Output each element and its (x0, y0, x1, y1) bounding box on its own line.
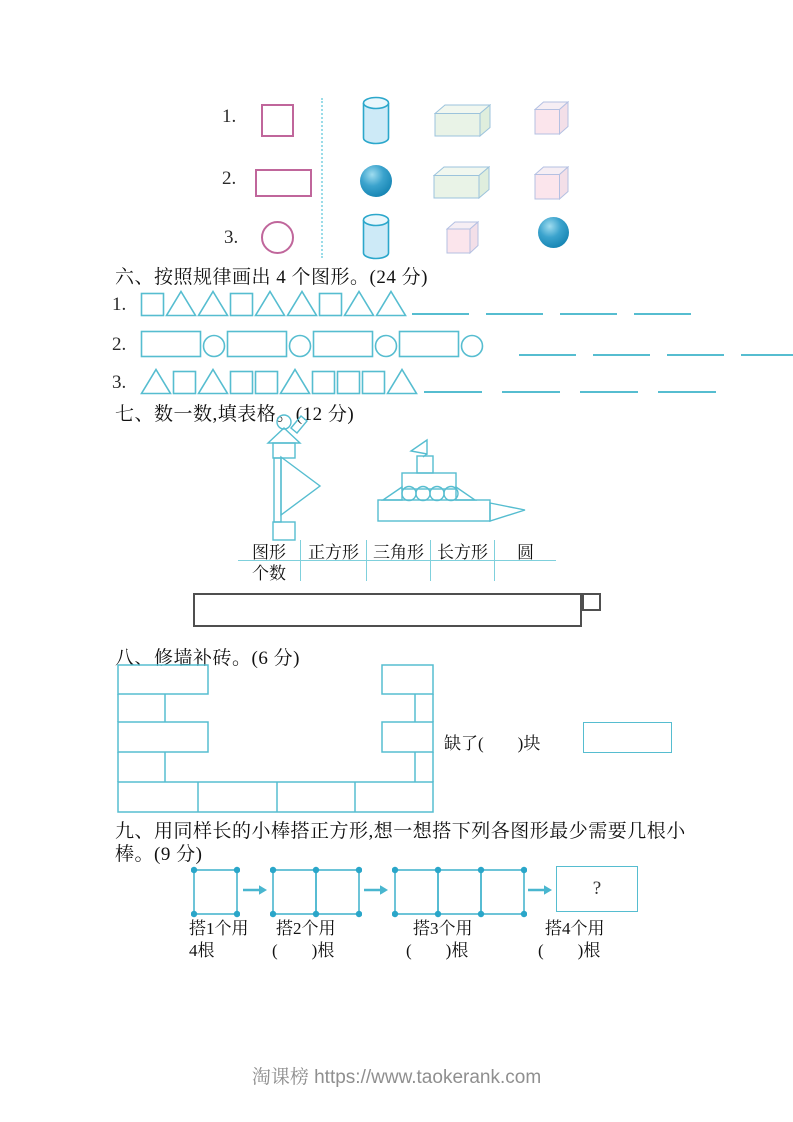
brick-wall-figure (110, 663, 440, 815)
answer-blank-line (658, 391, 716, 393)
section6-title: 六、按照规律画出 4 个图形。(24 分) (115, 267, 428, 288)
cylinder-shape (362, 213, 390, 260)
table-header-square: 正方形 (300, 540, 366, 560)
pattern-rect-shape (226, 330, 288, 358)
stick-label-1-line1: 搭1个用 (189, 919, 249, 938)
answer-blank-line (486, 313, 543, 315)
match-row-1-number: 1. (222, 106, 237, 127)
pattern-rect-shape (398, 330, 460, 358)
pattern-square-shape (172, 370, 197, 395)
pattern-triangle-shape (386, 368, 418, 395)
answer-blank-line (424, 391, 482, 393)
stick-square-drawing (191, 866, 240, 918)
answer-blank-line (560, 313, 617, 315)
pattern-row-1-blanks (412, 290, 691, 315)
answer-strip-box (193, 593, 582, 627)
answer-blank-line (667, 354, 724, 356)
match-row-3-number: 3. (224, 227, 239, 248)
missing-bricks-label: 缺了( )块 (444, 734, 541, 753)
answer-blank-line (593, 354, 650, 356)
stick-label-4-line1: 搭4个用 (545, 919, 605, 938)
pattern-circle-shape (288, 334, 312, 358)
arrow-icon (243, 884, 267, 896)
pattern-row-3-number: 3. (112, 372, 127, 393)
cube-shape (446, 221, 479, 254)
answer-blank-line (519, 354, 576, 356)
pattern-triangle-shape (343, 290, 375, 317)
pattern-square-shape (311, 370, 336, 395)
boat-figure (375, 438, 530, 523)
stick-label-3-line1: 搭3个用 (413, 919, 473, 938)
match-row-2-number: 2. (222, 168, 237, 189)
square-shape (261, 104, 294, 137)
table-answer-cell (366, 560, 430, 581)
answer-blank-line (580, 391, 638, 393)
pattern-rect-shape (312, 330, 374, 358)
pattern-circle-shape (374, 334, 398, 358)
answer-blank-line (634, 313, 691, 315)
section9-title-line1: 九、用同样长的小棒搭正方形,想一想搭下列各图形最少需要几根小 (115, 821, 686, 842)
table-answer-cell (430, 560, 494, 581)
circle-shape (261, 221, 294, 254)
stick-label-2-line1: 搭2个用 (276, 919, 336, 938)
answer-blank-line (502, 391, 560, 393)
section9-title-line2: 棒。(9 分) (115, 844, 203, 865)
stick-label-3-line2: ( )根 (406, 941, 469, 960)
missing-bricks-answer-box (583, 722, 672, 753)
cylinder-shape (362, 96, 390, 145)
pattern-triangle-shape (375, 290, 407, 317)
pattern-square-shape (229, 292, 254, 317)
pattern-square-shape (140, 292, 165, 317)
pattern-triangle-shape (254, 290, 286, 317)
cuboid-shape (434, 104, 491, 137)
pattern-circle-shape (202, 334, 226, 358)
stick-label-1-line2: 4根 (189, 941, 215, 960)
stick-label-4-line2: ( )根 (538, 941, 601, 960)
pattern-circle-shape (460, 334, 484, 358)
pattern-square-shape (336, 370, 361, 395)
cuboid-shape (433, 166, 490, 199)
table-answer-cell (494, 560, 556, 581)
table-answer-cell (300, 560, 366, 581)
tower-figure (262, 412, 340, 542)
stick-square-drawing (392, 866, 527, 918)
pattern-triangle-shape (197, 290, 229, 317)
pattern-rect-shape (140, 330, 202, 358)
pattern-triangle-shape (197, 368, 229, 395)
pattern-square-shape (229, 370, 254, 395)
shape-count-table (238, 540, 556, 581)
pattern-square-shape (254, 370, 279, 395)
pattern-square-shape (361, 370, 386, 395)
cube-shape (534, 101, 569, 135)
table-header-rectangle: 长方形 (430, 540, 494, 560)
pattern-row-3-blanks (424, 368, 716, 393)
pattern-triangle-shape (140, 368, 172, 395)
stick-label-2-line2: ( )根 (272, 941, 335, 960)
pattern-row-1 (140, 290, 407, 317)
answer-blank-line (412, 313, 469, 315)
pattern-square-shape (318, 292, 343, 317)
pattern-row-2-blanks (519, 330, 793, 356)
answer-strip-handle (582, 593, 601, 611)
sphere-shape (359, 164, 393, 198)
site-footer: 淘课榜 https://www.taokerank.com (251, 1067, 542, 1088)
table-header-triangle: 三角形 (366, 540, 430, 560)
section7-title: 七、数一数,填表格。(12 分) (115, 404, 355, 425)
pattern-triangle-shape (286, 290, 318, 317)
section8-title: 八、修墙补砖。(6 分) (115, 648, 300, 669)
pattern-row-1-number: 1. (112, 294, 127, 315)
sphere-shape (537, 216, 570, 249)
pattern-row-3 (140, 368, 418, 395)
pattern-row-2-number: 2. (112, 334, 127, 355)
table-header-circle: 圆 (494, 540, 556, 560)
pattern-triangle-shape (165, 290, 197, 317)
arrow-icon (528, 884, 552, 896)
rectangle-shape (255, 169, 312, 197)
pattern-row-2 (140, 330, 484, 358)
table-label-shape: 图形 (252, 542, 286, 562)
stick-squares-4-box: ? (556, 866, 638, 912)
matching-divider-line (321, 98, 323, 258)
table-label-count: 个数 (238, 560, 300, 581)
answer-blank-line (741, 354, 793, 356)
cube-shape (534, 166, 569, 200)
stick-square-drawing (270, 866, 362, 918)
pattern-triangle-shape (279, 368, 311, 395)
arrow-icon (364, 884, 388, 896)
